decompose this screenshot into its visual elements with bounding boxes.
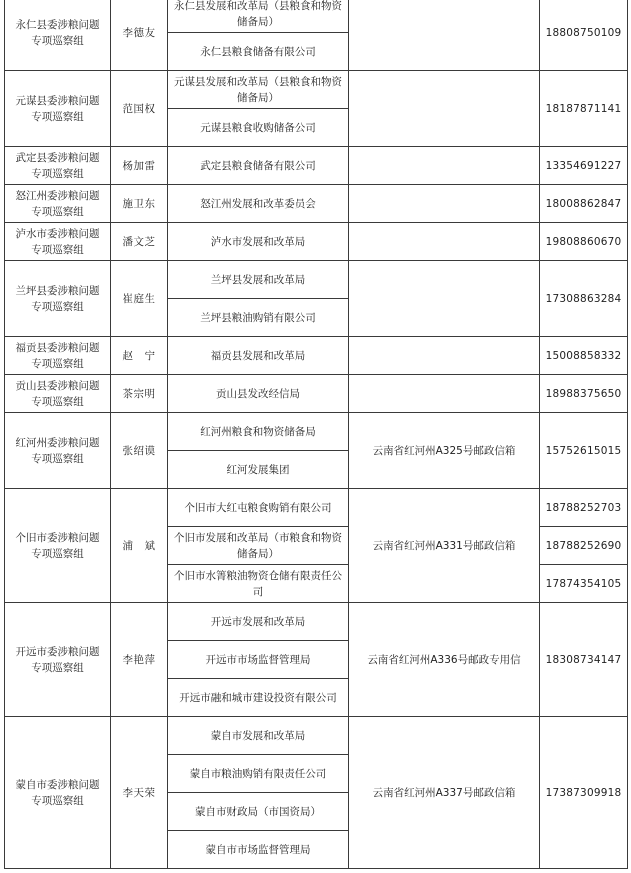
unit-name: 兰坪县粮油购销有限公司	[168, 299, 349, 337]
table-row	[5, 147, 628, 185]
unit-name: 贡山县发改经信局	[168, 375, 349, 413]
phone-number: 18008862847	[540, 185, 628, 223]
mailbox	[349, 71, 540, 147]
group-name: 个旧市委涉粮问题专项巡察组	[5, 489, 111, 603]
unit-name: 红河州粮食和物资储备局	[168, 413, 349, 451]
table-row	[5, 375, 628, 413]
unit-name: 蒙自市粮油购销有限责任公司	[168, 755, 349, 793]
mailbox: 云南省红河州A336号邮政专用信	[349, 603, 540, 717]
table-row	[5, 337, 628, 375]
table-row	[5, 603, 628, 641]
unit-name: 个旧市水箐粮油物资仓储有限责任公司	[168, 565, 349, 603]
mailbox	[349, 147, 540, 185]
mailbox	[349, 375, 540, 413]
unit-name: 蒙自市发展和改革局	[168, 717, 349, 755]
mailbox: 云南省红河州A325号邮政信箱	[349, 413, 540, 489]
contact-person: 张绍谟	[111, 413, 168, 489]
group-name: 贡山县委涉粮问题专项巡察组	[5, 375, 111, 413]
unit-name: 永仁县粮食储备有限公司	[168, 33, 349, 71]
table-row	[5, 185, 628, 223]
table-row	[5, 261, 628, 299]
group-name: 蒙自市委涉粮问题专项巡察组	[5, 717, 111, 869]
unit-name: 武定县粮食储备有限公司	[168, 147, 349, 185]
group-name: 元谋县委涉粮问题专项巡察组	[5, 71, 111, 147]
phone-number: 13354691227	[540, 147, 628, 185]
unit-name: 兰坪县发展和改革局	[168, 261, 349, 299]
unit-name: 红河发展集团	[168, 451, 349, 489]
unit-name: 泸水市发展和改革局	[168, 223, 349, 261]
unit-name: 元谋县发展和改革局（县粮食和物资储备局）	[168, 71, 349, 109]
contact-person: 潘文芝	[111, 223, 168, 261]
phone-number: 17874354105	[540, 565, 628, 603]
unit-name: 福贡县发展和改革局	[168, 337, 349, 375]
unit-name: 开远市发展和改革局	[168, 603, 349, 641]
inspection-group-table	[4, 0, 628, 869]
contact-person: 赵 宁	[111, 337, 168, 375]
group-name: 怒江州委涉粮问题专项巡察组	[5, 185, 111, 223]
mailbox: 云南省红河州A337号邮政信箱	[349, 717, 540, 869]
unit-name: 个旧市大红屯粮食购销有限公司	[168, 489, 349, 527]
contact-person: 浦 斌	[111, 489, 168, 603]
table-row	[5, 0, 628, 33]
table-row	[5, 223, 628, 261]
unit-name: 蒙自市财政局（市国资局）	[168, 793, 349, 831]
unit-name: 永仁县发展和改革局（县粮食和物资储备局）	[168, 0, 349, 33]
table-row	[5, 489, 628, 527]
mailbox	[349, 185, 540, 223]
phone-number: 17387309918	[540, 717, 628, 869]
mailbox: 云南省红河州A331号邮政信箱	[349, 489, 540, 603]
contact-person: 李艳萍	[111, 603, 168, 717]
contact-person: 杨加雷	[111, 147, 168, 185]
table-row	[5, 717, 628, 755]
phone-number: 15008858332	[540, 337, 628, 375]
unit-name: 元谋县粮食收购储备公司	[168, 109, 349, 147]
phone-number: 18308734147	[540, 603, 628, 717]
mailbox	[349, 261, 540, 337]
contact-person: 范国权	[111, 71, 168, 147]
contact-person: 李德友	[111, 0, 168, 71]
phone-number: 18808750109	[540, 0, 628, 71]
phone-number: 18788252703	[540, 489, 628, 527]
mailbox	[349, 0, 540, 71]
contact-person: 崔庭生	[111, 261, 168, 337]
mailbox	[349, 223, 540, 261]
phone-number: 17308863284	[540, 261, 628, 337]
group-name: 兰坪县委涉粮问题专项巡察组	[5, 261, 111, 337]
phone-number: 18187871141	[540, 71, 628, 147]
unit-name: 开远市融和城市建设投资有限公司	[168, 679, 349, 717]
phone-number: 18788252690	[540, 527, 628, 565]
contact-person: 施卫东	[111, 185, 168, 223]
table-row	[5, 413, 628, 451]
phone-number: 18988375650	[540, 375, 628, 413]
unit-name: 蒙自市市场监督管理局	[168, 831, 349, 869]
group-name: 红河州委涉粮问题专项巡察组	[5, 413, 111, 489]
phone-number: 15752615015	[540, 413, 628, 489]
contact-person: 茶宗明	[111, 375, 168, 413]
group-name: 开远市委涉粮问题专项巡察组	[5, 603, 111, 717]
group-name: 永仁县委涉粮问题专项巡察组	[5, 0, 111, 71]
phone-number: 19808860670	[540, 223, 628, 261]
mailbox	[349, 337, 540, 375]
document-page	[4, 0, 628, 869]
group-name: 武定县委涉粮问题专项巡察组	[5, 147, 111, 185]
table-row	[5, 71, 628, 109]
unit-name: 个旧市发展和改革局（市粮食和物资储备局）	[168, 527, 349, 565]
contact-person: 李天荣	[111, 717, 168, 869]
unit-name: 开远市市场监督管理局	[168, 641, 349, 679]
group-name: 泸水市委涉粮问题专项巡察组	[5, 223, 111, 261]
unit-name: 怒江州发展和改革委员会	[168, 185, 349, 223]
group-name: 福贡县委涉粮问题专项巡察组	[5, 337, 111, 375]
